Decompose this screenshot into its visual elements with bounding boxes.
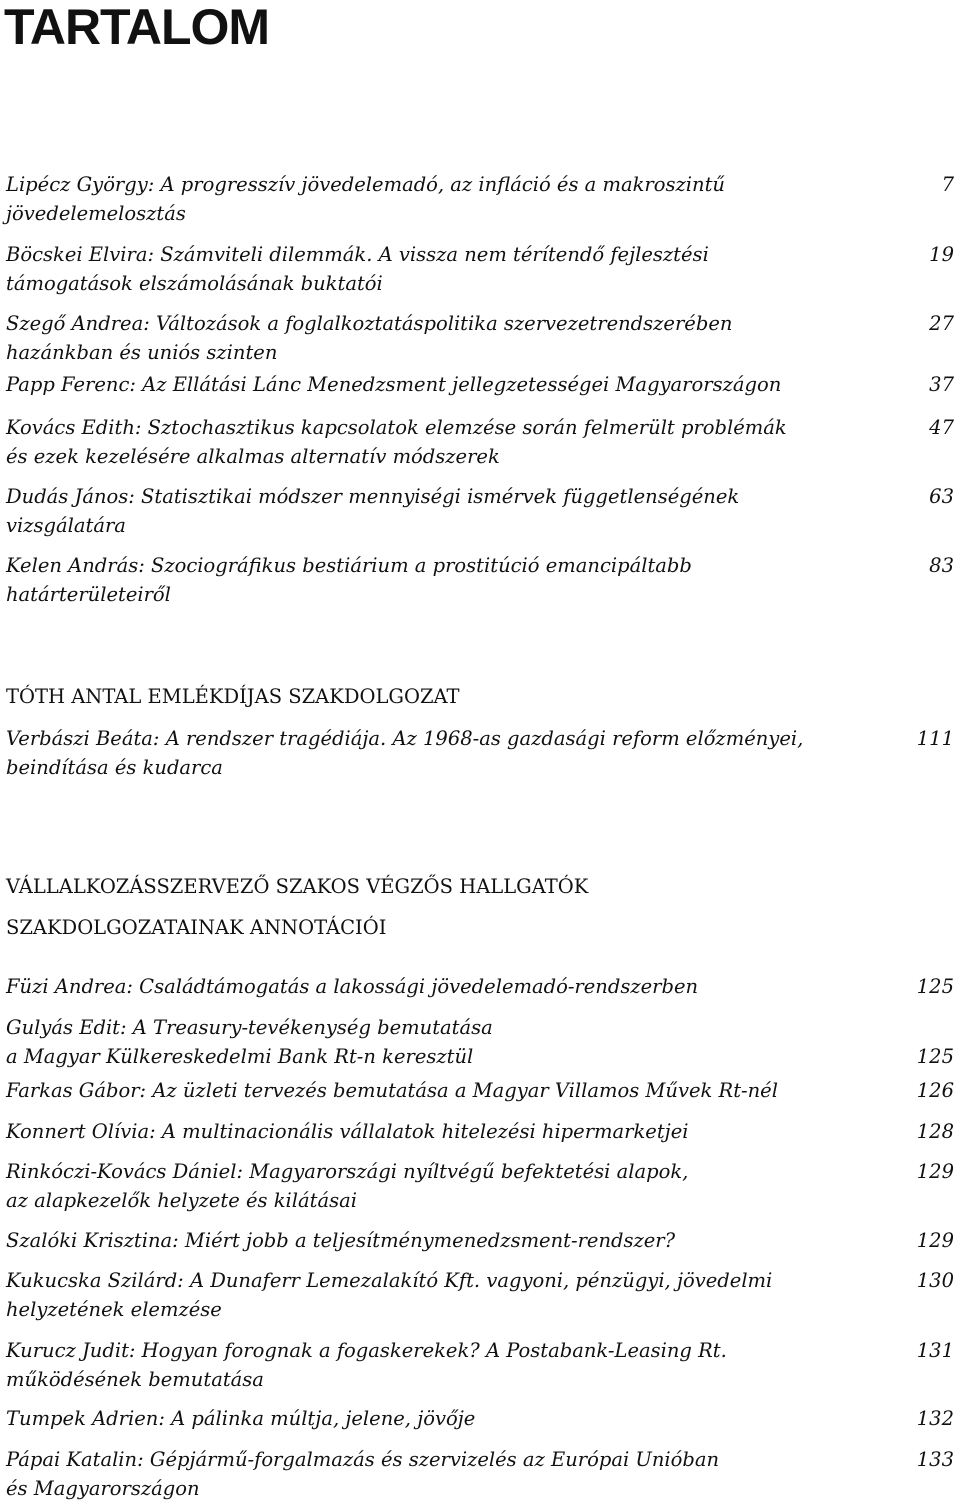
toc-entry [6, 370, 956, 399]
toc-entry-text: Böcskei Elvira: Számviteli dilemmák. A vissza nem térítendő fejlesztési támogatások elszámolásának buktatói [6, 243, 709, 295]
toc-entry-text: Tumpek Adrien: A pálinka múltja, jelene, jövője [6, 1407, 476, 1430]
toc-entry-text: Kurucz Judit: Hogyan forognak a fogaskerekek? A Postabank-Leasing Rt. működésének bemutatása [6, 1339, 727, 1391]
toc-entry-text: Farkas Gábor: Az üzleti tervezés bemutatása a Magyar Villamos Művek Rt-nél [6, 1079, 778, 1102]
toc-entry-page: 129 [916, 1160, 954, 1183]
toc-entry-page: 126 [916, 1079, 954, 1102]
toc-entry-text: Konnert Olívia: A multinacionális vállalatok hitelezési hipermarketjei [6, 1120, 689, 1143]
toc-entry-text: Verbászi Beáta: A rendszer tragédiája. Az 1968-as gazdasági reform előzményei, beindítása és kudarca [6, 727, 804, 779]
toc-entry-page: 37 [929, 373, 954, 396]
toc-entry [6, 1013, 956, 1071]
toc-entry-page: 133 [916, 1448, 954, 1471]
toc-entry-page: 125 [916, 1045, 954, 1068]
section-heading: TÓTH ANTAL EMLÉKDÍJAS SZAKDOLGOZAT [6, 685, 460, 708]
toc-entry [6, 724, 956, 782]
toc-entry-page: 131 [916, 1339, 954, 1362]
toc-entry-page: 111 [916, 727, 954, 750]
toc-entry-page: 7 [941, 173, 954, 196]
toc-entry-page: 27 [929, 312, 954, 335]
toc-entry [6, 1404, 956, 1433]
toc-entry-page: 132 [916, 1407, 954, 1430]
toc-entry-text: Szegő Andrea: Változások a foglalkoztatáspolitika szervezetrendszerében hazánkban és uniós szinten [6, 312, 733, 364]
toc-entry-text: Rinkóczi-Kovács Dániel: Magyarországi nyíltvégű befektetési alapok, az alapkezelők helyzete és kilátásai [6, 1160, 689, 1212]
toc-entry-text: Kukucska Szilárd: A Dunaferr Lemezalakító Kft. vagyoni, pénzügyi, jövedelmi helyzetének elemzése [6, 1269, 773, 1321]
toc-entry-text: Kelen András: Szociográfikus bestiárium a prostitúció emancipáltabb határterületeiről [6, 554, 692, 606]
toc-entry-text: Dudás János: Statisztikai módszer mennyiségi ismérvek függetlenségének vizsgálatára [6, 485, 740, 537]
toc-entry-page: 83 [929, 554, 954, 577]
toc-entry-text: Szalóki Krisztina: Miért jobb a teljesítménymenedzsment-rendszer? [6, 1229, 676, 1252]
toc-entry [6, 1266, 956, 1324]
toc-entry-page: 19 [929, 243, 954, 266]
toc-entry-page: 125 [916, 975, 954, 998]
toc-entry-text: Pápai Katalin: Gépjármű-forgalmazás és szervizelés az Európai Unióban és Magyarországon [6, 1448, 720, 1500]
toc-entry-text: Füzi Andrea: Családtámogatás a lakossági jövedelemadó-rendszerben [6, 975, 699, 998]
toc-entry [6, 1117, 956, 1146]
toc-entry-page: 47 [929, 416, 954, 439]
toc-entry-page: 129 [916, 1229, 954, 1252]
toc-entry-text: Gulyás Edit: A Treasury-tevékenység bemutatása a Magyar Külkereskedelmi Bank Rt-n keresztül [6, 1016, 493, 1068]
toc-entry-text: Kovács Edith: Sztochasztikus kapcsolatok elemzése során felmerült problémák és ezek kezelésére alkalmas alternatív módszerek [6, 416, 787, 468]
toc-entry [6, 1445, 956, 1503]
toc-entry [6, 972, 956, 1001]
toc-entry [6, 170, 956, 228]
toc-entry [6, 551, 956, 609]
toc-entry [6, 482, 956, 540]
toc-entry [6, 1157, 956, 1215]
toc-entry-page: 130 [916, 1269, 954, 1292]
toc-entry-text: Lipécz György: A progresszív jövedelemadó, az infláció és a makroszintű jövedelemelosztás [6, 173, 725, 225]
section-heading: SZAKDOLGOZATAINAK ANNOTÁCIÓI [6, 916, 387, 939]
toc-entry [6, 1226, 956, 1255]
section-heading: VÁLLALKOZÁSSZERVEZŐ SZAKOS VÉGZŐS HALLGATÓK [6, 875, 589, 898]
toc-entry [6, 1336, 956, 1394]
toc-entry [6, 1076, 956, 1105]
toc-entry [6, 413, 956, 471]
toc-entry-page: 63 [929, 485, 954, 508]
toc-entry-text: Papp Ferenc: Az Ellátási Lánc Menedzsment jellegzetességei Magyarországon [6, 373, 782, 396]
toc-entry [6, 309, 956, 367]
toc-entry-page: 128 [916, 1120, 954, 1143]
page-title: TARTALOM [4, 0, 270, 55]
toc-entry [6, 240, 956, 298]
